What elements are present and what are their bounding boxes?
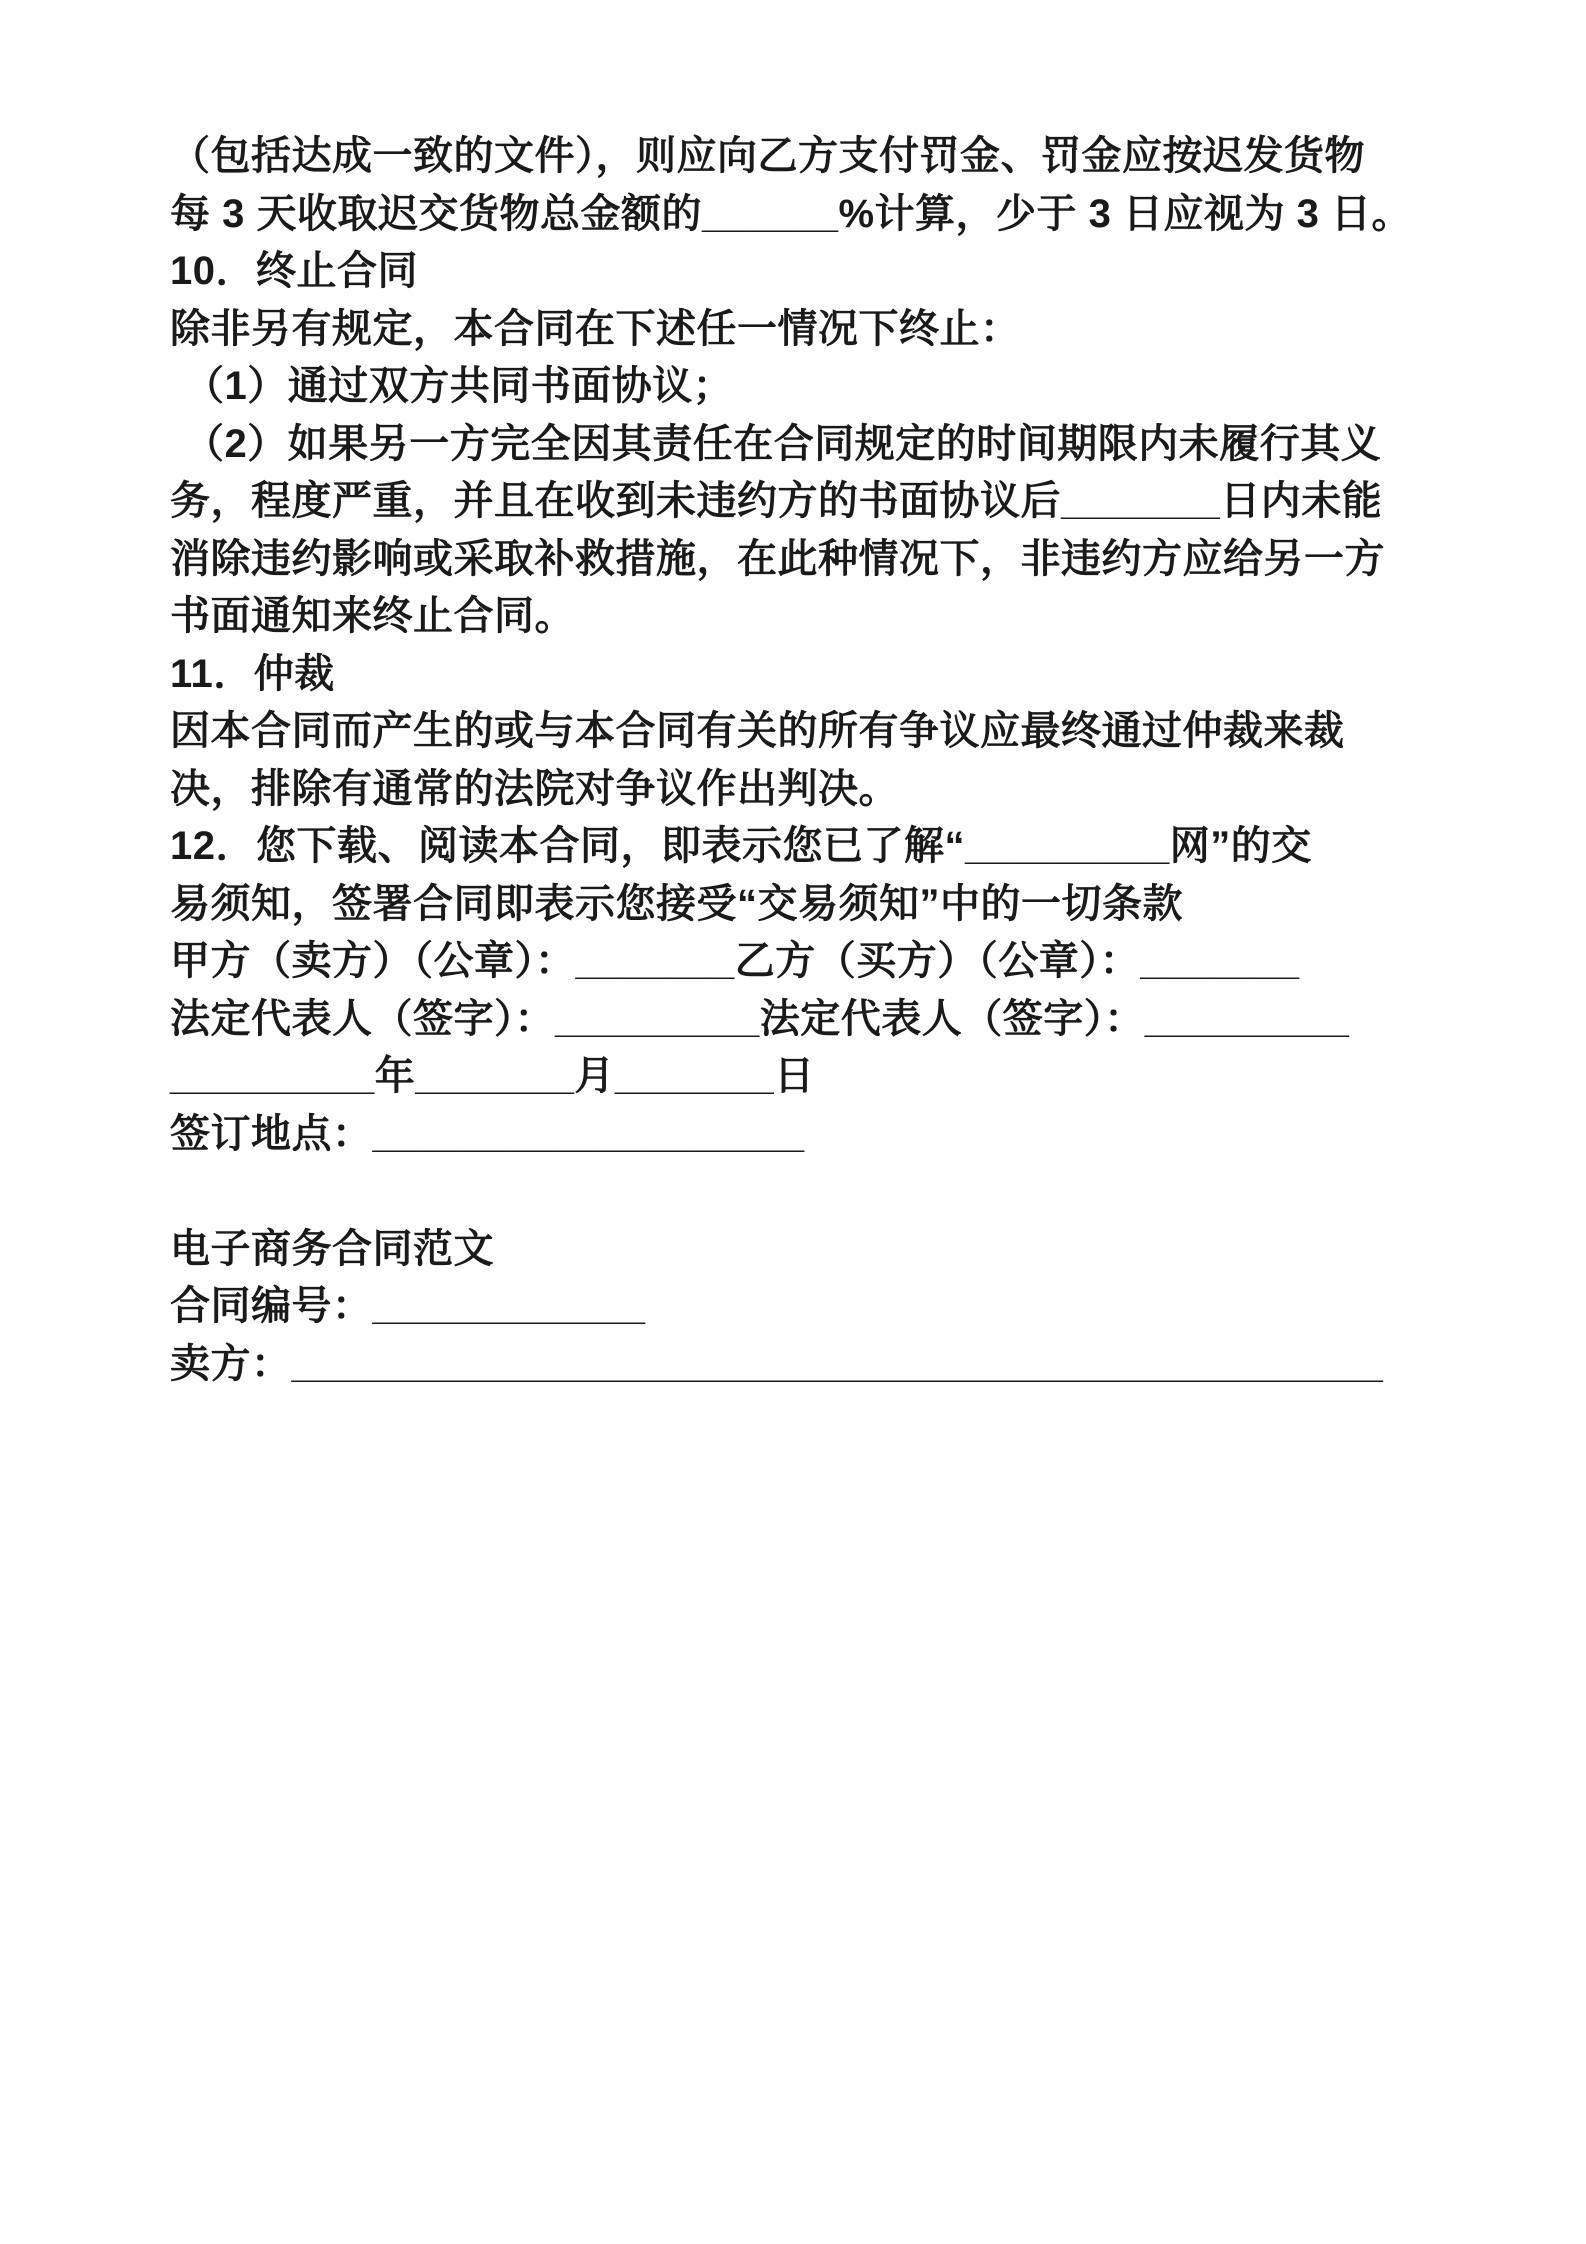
paragraph-line: 每 3 天收取迟交货物总金额的______%计算，少于 3 日应视为 3 日。: [170, 191, 1412, 236]
section-12-paragraph: 12．您下载、阅读本合同，即表示您已了解“_________网”的交: [170, 824, 1312, 868]
document-title-ecommerce-contract: 电子商务合同范文: [170, 1226, 494, 1271]
paragraph-line: 书面通知来终止合同。: [170, 594, 575, 638]
section-11-heading-arbitration: 11．仲裁: [170, 651, 335, 696]
paragraph-line: 除非另有规定，本合同在下述任一情况下终止：: [170, 306, 1021, 351]
clause-item-1: （1）通过双方共同书面协议；: [184, 364, 734, 408]
date-blank-line: _________年_______月_______日: [170, 1054, 815, 1098]
signature-line-parties-seal: 甲方（卖方）（公章）：_______乙方（买方）（公章）：_______: [170, 939, 1300, 983]
paragraph-line: 务，程度严重，并且在收到未违约方的书面协议后_______日内未能: [170, 479, 1383, 523]
signature-line-representatives: 法定代表人（签字）：_________法定代表人（签字）：_________: [170, 996, 1350, 1041]
contract-number-line: 合同编号：____________: [170, 1284, 646, 1328]
paragraph-line: （包括达成一致的文件），则应向乙方支付罚金、罚金应按迟发货物: [170, 134, 1365, 178]
signing-place-line: 签订地点：___________________: [170, 1111, 805, 1156]
blank-line: [170, 1163, 1436, 1221]
clause-item-2: （2）如果另一方完全因其责任在合同规定的时间期限内未履行其义: [184, 421, 1382, 466]
seller-blank-line: 卖方：________________________________________________: [170, 1341, 1384, 1386]
section-10-heading-termination: 10．终止合同: [170, 249, 418, 293]
paragraph-line: 易须知，签署合同即表示您接受“交易须知”中的一切条款: [170, 881, 1183, 926]
paragraph-line: 因本合同而产生的或与本合同有关的所有争议应最终通过仲裁来裁: [170, 709, 1345, 753]
paragraph-line: 消除违约影响或采取补救措施，在此种情况下，非违约方应给另一方: [170, 536, 1385, 581]
paragraph-line: 决，排除有通常的法院对争议作出判决。: [170, 766, 899, 811]
